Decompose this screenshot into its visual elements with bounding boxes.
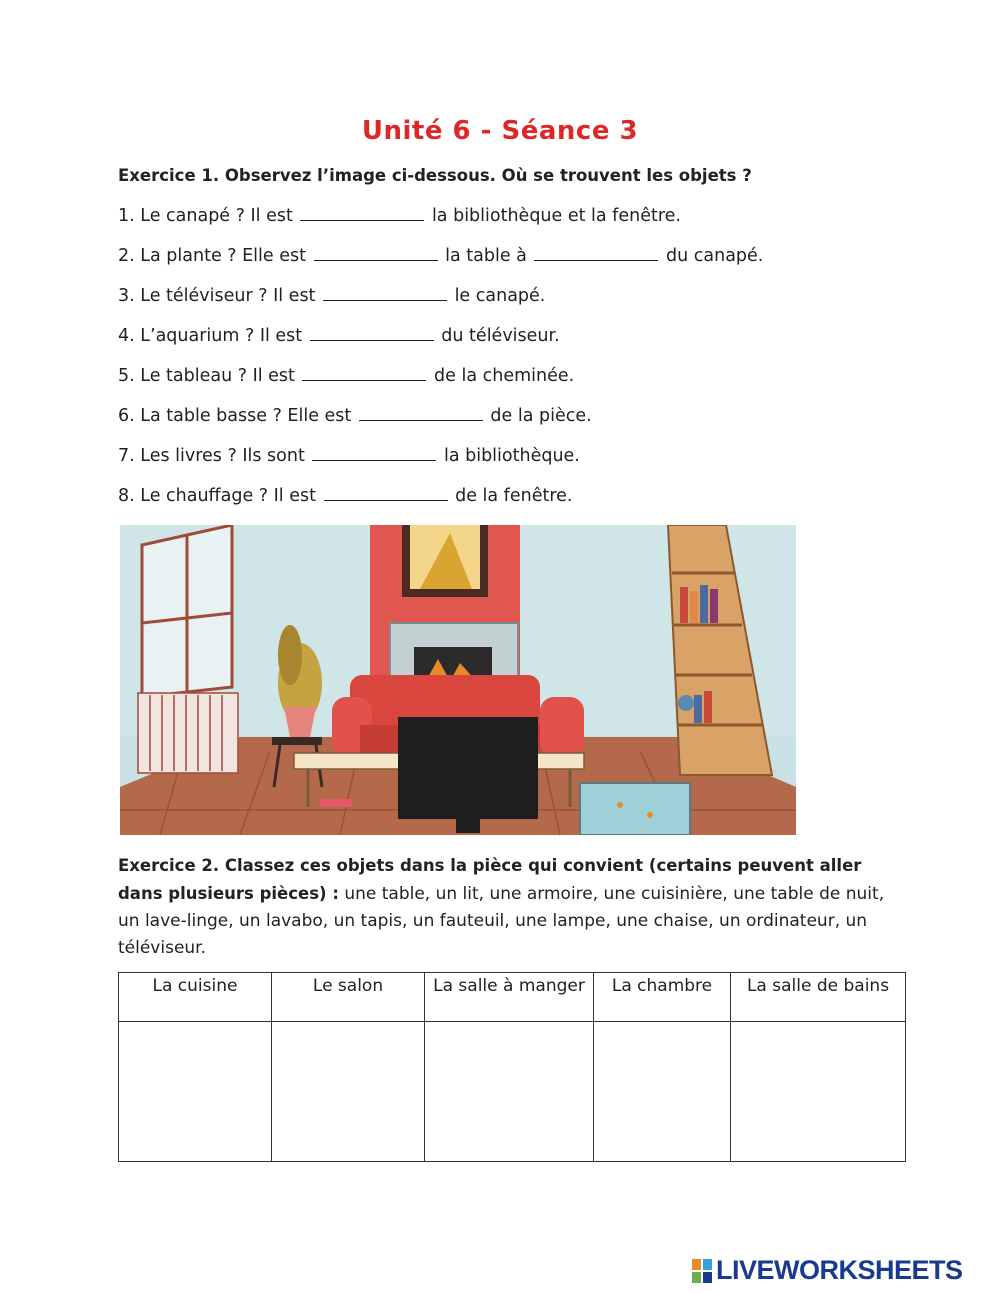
answer-blank-6[interactable] [359,404,483,421]
aquarium [580,783,690,835]
sorting-table [118,972,906,1162]
answer-blank-4[interactable] [310,324,434,341]
question-1: 1. Le canapé ? Il est la bibliothèque et la fenêtre. [118,206,681,226]
column-header: La cuisine [119,973,272,1022]
question-2: 2. La plante ? Elle est la table à du canapé. [118,246,764,266]
liveworksheets-logo[interactable] [692,1255,963,1286]
column-header: La salle de bains [731,973,906,1022]
question-6: 6. La table basse ? Elle est de la pièce. [118,406,592,426]
television [398,717,538,819]
answer-cell-salon[interactable] [272,1022,425,1162]
answer-cell-salle-de-bains[interactable] [731,1022,906,1162]
answer-blank-5[interactable] [302,364,426,381]
table-row [119,1022,906,1162]
column-header: La salle à manger [425,973,594,1022]
answer-blank-8[interactable] [324,484,448,501]
column-header: Le salon [272,973,425,1022]
logo-mark-icon [692,1259,712,1283]
living-room-illustration [120,525,796,835]
question-7: 7. Les livres ? Ils sont la bibliothèque. [118,446,580,466]
answer-cell-salle-a-manger[interactable] [425,1022,594,1162]
table-header-row [119,973,906,1022]
question-4: 4. L’aquarium ? Il est du téléviseur. [118,326,560,346]
question-list [118,204,763,524]
page-title: Unité 6 - Séance 3 [361,116,639,146]
answer-blank-2b[interactable] [534,244,658,261]
exercise-2-heading: Exercice 2. Classez ces objets dans la pièce qui convient (certains peuvent aller dans plusieurs pièces) : [118,856,862,903]
answer-blank-1[interactable] [300,204,424,221]
question-5: 5. Le tableau ? Il est de la cheminée. [118,366,575,386]
logo-text: LIVEWORKSHEETS [716,1255,963,1285]
answer-blank-3[interactable] [323,284,447,301]
answer-cell-chambre[interactable] [594,1022,731,1162]
exercise-1-heading: Exercice 1. Observez l’image ci-dessous. Où se trouvent les objets ? [118,166,752,185]
exercise-2 [118,852,898,962]
answer-blank-7[interactable] [312,444,436,461]
answer-blank-2a[interactable] [314,244,438,261]
question-8: 8. Le chauffage ? Il est de la fenêtre. [118,486,573,506]
question-3: 3. Le téléviseur ? Il est le canapé. [118,286,546,306]
column-header: La chambre [594,973,731,1022]
answer-cell-cuisine[interactable] [119,1022,272,1162]
radiator [138,693,238,773]
exercise-2-items: une table, un lit, une armoire, une cuisinière, une table de nuit, un lave-linge, un lavabo, un tapis, un fauteuil, une lampe, une chaise, un ordinateur, un téléviseur. [118,884,885,958]
